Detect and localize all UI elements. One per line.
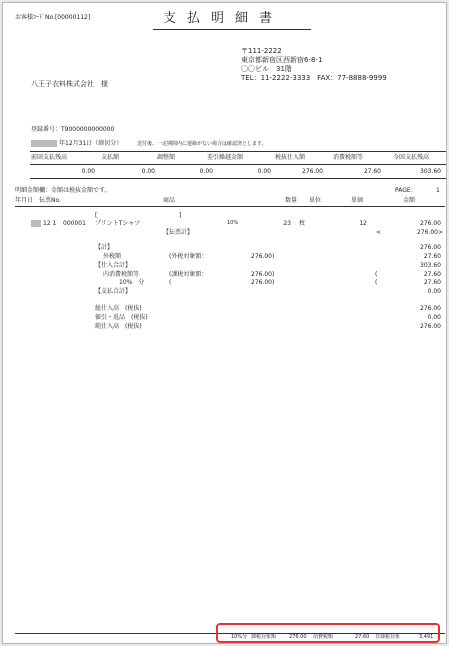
recipient-name: 八王子衣料株式会社 様 [31,80,108,88]
footer-nontaxable-value: 3,491 [419,634,434,640]
grand-label: 総仕入高 (税抜) [95,305,142,312]
summary-value-carryover: 0.00 [257,168,271,175]
customer-code: お客様ｺｰﾄﾞNo.[00000112] [15,14,91,21]
page-title: 支払明細書 [163,11,284,26]
summary-value-adjustment: 0.00 [199,168,213,175]
totals-amount: 0.00 [427,288,441,295]
grand-amount: 276.00 [420,323,441,330]
totals-val: 276.00) [251,271,275,278]
detail-note: 明細金額欄：金額は税抜金額です。 [15,187,111,194]
totals-amount: 27.60 [423,253,441,260]
summary-header-payment: 支払額 [101,154,120,161]
product-bracket-close: ] [179,212,182,219]
totals-val: 276.00) [251,253,275,260]
summary-top-rule [30,151,446,152]
totals-amount: 27.60 [423,271,441,278]
detail-header-amount: 金額 [403,197,416,204]
totals-val: 276.00) [251,279,275,286]
page-number: 1 [436,187,440,194]
footer-rate: 10%分 [231,634,248,640]
registration-number: 登録番号：T9000000000000 [31,126,115,133]
line-qty: 23 [283,220,291,227]
totals-amount: 303.60 [420,262,441,269]
totals-mark: ( [375,271,378,278]
totals-label: 外税額 [103,253,122,260]
detail-header-qty: 数量 [285,197,298,204]
summary-value-current-balance: 303.60 [420,168,441,175]
detail-header-rule [15,206,445,207]
slip-total-label: 【伝票計】 [163,229,194,236]
totals-label: 内消費税額等 [103,271,140,278]
totals-note: ( [169,279,172,286]
detail-header-date-slip: 年月日 伝票No. [15,197,61,204]
product-bracket-open: [ [95,212,98,219]
totals-mark: ( [375,279,378,286]
line-unit: 枚 [299,220,306,227]
slip-total-amount: 276.00> [416,229,443,236]
detail-header-price: 単価 [351,197,364,204]
totals-amount: 27.60 [423,279,441,286]
footer-taxable-value: 276.00 [289,634,307,640]
footer-nontaxable-label: 非課税対象 [375,634,401,640]
summary-header-prev-balance: 前回支払残高 [31,154,68,161]
totals-note: (課税対象額： [169,271,208,278]
summary-value-payment: 0.00 [141,168,155,175]
line-amount: 276.00 [420,220,441,227]
grand-label: 純仕入高 (税抜) [95,323,142,330]
line-date: 12 1 [43,220,57,227]
page-label: PAGE： [395,187,417,194]
footer-highlight-box [216,623,440,643]
footer-tax-value: 27.60 [355,634,370,640]
detail-header-item: 商品 [163,197,176,204]
detail-header-unit: 単位 [309,197,322,204]
document-page [2,2,447,644]
summary-value-prev-balance: 0.00 [81,168,95,175]
line-price: 12 [359,220,367,227]
title-underline [153,29,311,30]
sender-address: 東京都新宿区西新宿6-8-1 [241,56,323,64]
summary-value-purchase: 276.00 [302,168,323,175]
totals-label: 【計】 [95,244,114,251]
line-tax-rate: 10% [227,220,239,226]
totals-note: (外税対象額： [169,253,208,260]
grand-amount: 0.00 [427,314,441,321]
totals-label: 【支払合計】 [95,288,132,295]
sender-tel-fax: TEL：11-2222-3333 FAX：77-8888-9999 [241,74,387,82]
line-slip-number: 000001 [63,220,86,227]
footer-tax-label: 消費税額 [313,634,334,640]
summary-header-adjustment: 調整額 [157,154,176,161]
cutoff-date: 年12月31日（締切分） [59,140,123,147]
summary-value-tax: 27.60 [363,168,381,175]
grand-amount: 276.00 [420,305,441,312]
footer-taxable-label: 課税対象額 [251,634,277,640]
summary-mid-rule [30,164,446,165]
redacted-year-detail [31,220,41,227]
slip-total-lt: < [376,229,382,236]
totals-label: 10% 分 [119,279,145,286]
grand-label: 値引・返品 (税抜) [95,314,148,321]
totals-amount: 276.00 [420,244,441,251]
cutoff-note: 送付後、一定期間内に連絡がない場合は確認済とします。 [137,141,267,147]
sender-building: 〇〇ビル 31階 [241,65,292,73]
sender-postal: 〒111-2222 [241,47,282,55]
summary-header-purchase: 税抜仕入額 [275,154,306,161]
redacted-year [31,140,57,147]
summary-header-current-balance: 今回支払残高 [393,154,430,161]
line-product: プリントTシャツ [95,220,141,227]
totals-label: 【仕入合計】 [95,262,132,269]
summary-bottom-rule [30,178,446,179]
summary-header-tax: 消費税額等 [333,154,364,161]
summary-header-carryover: 差引繰越金額 [207,154,244,161]
